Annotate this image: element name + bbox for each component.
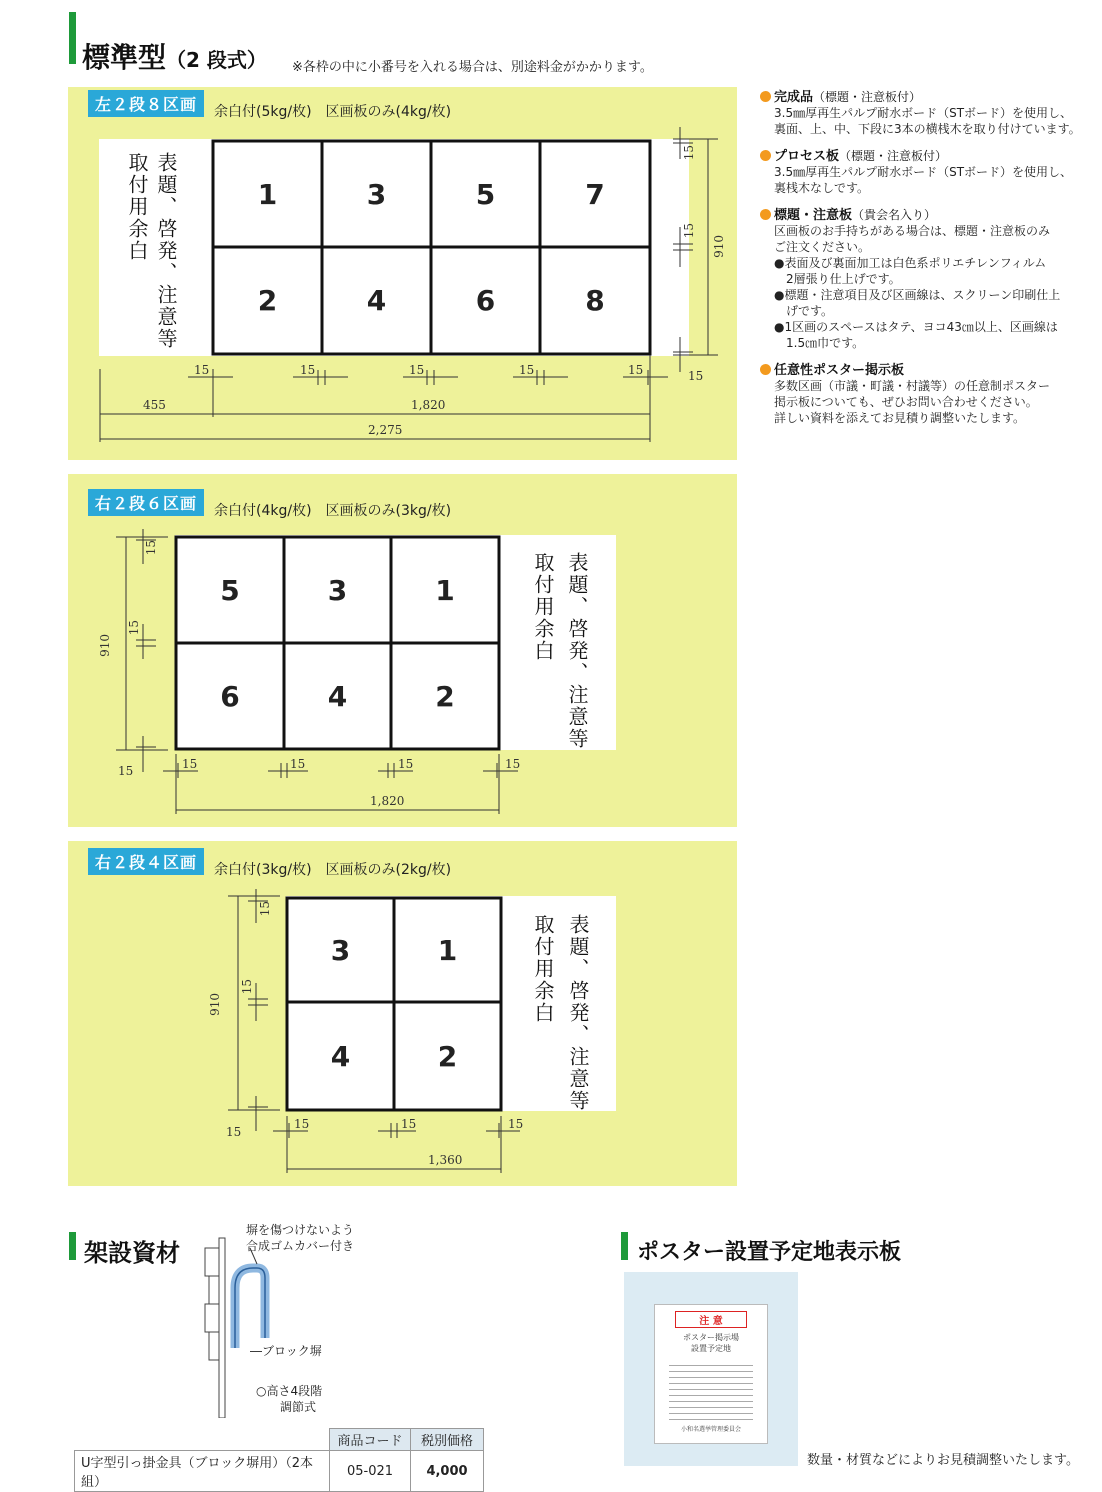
cell-number: 2 xyxy=(437,1039,458,1073)
dim-label: 15 xyxy=(194,363,210,377)
poster-sign-title: ポスター設置予定地表示板 xyxy=(637,1240,902,1265)
note-line: 区画板のお手持ちがある場合は、標題・注意板のみ xyxy=(774,224,1051,238)
dim-label: 15 xyxy=(409,363,425,377)
header-code: 商品コード xyxy=(330,1429,411,1451)
cell-number: 2 xyxy=(257,284,278,317)
margin-text-title: 表題、啓発、注意等 xyxy=(566,914,590,1112)
dim-label: 15 xyxy=(628,363,644,377)
dim-label: 15 xyxy=(258,901,272,917)
notes-column xyxy=(760,86,1090,426)
note-line: 2層張り仕上げです。 xyxy=(774,272,901,286)
margin-text-title: 表題、啓発、注意等 xyxy=(154,152,178,350)
note-block: 任意性ポスター掲示板 多数区画（市議・町議・村議等）の任意制ポスター 掲示板についても、ぜひお問い合わせください。 詳しい資料を添えてお見積り調整いたします。 xyxy=(760,359,1090,426)
header-note: ※各枠の中に小番号を入れる場合は、別途料金がかかります。 xyxy=(292,60,653,75)
cell-number: 4 xyxy=(327,679,348,713)
note-line: 裏桟木なしです。 xyxy=(774,181,870,195)
dim-label: 15 xyxy=(398,757,414,771)
sign-photo xyxy=(624,1272,798,1466)
cell-number: 3 xyxy=(327,573,348,607)
cell-grid xyxy=(176,537,499,749)
dim-label-910: 910 xyxy=(208,993,222,1016)
sign-text-lines xyxy=(669,1360,753,1420)
cell-number: 1 xyxy=(257,177,278,211)
cell-number: 5 xyxy=(475,177,496,211)
panel-right-2-4 xyxy=(68,841,737,1186)
note-block: 標題・注意板（貴会名入り） 区画板のお手持ちがある場合は、標題・注意板のみ ご注文ください。 ●表面及び裏面加工は白色系ポリエチレンフィルム 2層張り仕上げです。 ●標題・注意項目及び区画線は、スクリーン印刷仕上 げです。 ●1区画のスペースはタテ、ヨコ43㎝以上、区画線は 1.5㎝巾です。 xyxy=(760,204,1090,351)
item-name: U字型引っ掛金具（ブロック塀用）（2本組） xyxy=(75,1451,330,1492)
poster-caption: 数量・材質などによりお見積調整いたします。 xyxy=(807,1453,1079,1468)
cell-number: 8 xyxy=(585,284,605,317)
note-line: ●表面及び裏面加工は白色系ポリエチレンフィルム xyxy=(774,256,1047,270)
dim-label-2275: 2,275 xyxy=(368,423,403,437)
dim-label: 15 xyxy=(144,540,158,556)
cell-number: 1 xyxy=(437,933,458,967)
cell-grid xyxy=(287,898,501,1110)
note-block: プロセス板（標題・注意板付） 3.5㎜厚再生パルプ耐水ボード（STボード）を使用し、 裏桟木なしです。 xyxy=(760,145,1090,196)
margin-text-mount: 取付用余白 xyxy=(531,552,555,662)
note-line: 3.5㎜厚再生パルプ耐水ボード（STボード）を使用し、 xyxy=(774,165,1073,179)
item-price: 4,000 xyxy=(411,1451,484,1492)
cell-number: 5 xyxy=(220,573,240,607)
item-code: 05-021 xyxy=(330,1451,411,1492)
panel-left-2-8 xyxy=(68,87,737,460)
note-line: 3.5㎜厚再生パルプ耐水ボード（STボード）を使用し、 xyxy=(774,106,1073,120)
cell-number: 6 xyxy=(475,284,496,317)
bullet-icon xyxy=(760,209,771,220)
sign-header: 注 意 xyxy=(675,1311,747,1328)
cell-number: 1 xyxy=(435,573,455,607)
callout-cover: 塀を傷つけないよう 合成ゴムカバー付き xyxy=(246,1223,355,1253)
dim-label-455: 455 xyxy=(143,398,166,412)
rubber-cover xyxy=(235,1268,265,1348)
note-line: ●1区画のスペースはタテ、ヨコ43㎝以上、区画線は xyxy=(774,320,1058,334)
dim-label: 15 xyxy=(505,757,521,771)
cell-number: 4 xyxy=(366,284,387,317)
section-accent-bar xyxy=(621,1232,628,1260)
dim-label: 15 xyxy=(688,369,704,383)
note-line: げです。 xyxy=(774,304,834,318)
cell-number: 7 xyxy=(585,177,605,211)
note-line: 裏面、上、中、下段に3本の横桟木を取り付けています。 xyxy=(774,122,1081,136)
dim-label-1360: 1,360 xyxy=(428,1153,463,1167)
panel-right-2-6 xyxy=(68,474,737,827)
dim-label: 15 xyxy=(182,757,198,771)
dim-label: 15 xyxy=(118,764,134,778)
materials-title: 架設資材 xyxy=(84,1239,180,1267)
cell-grid xyxy=(213,141,650,354)
dim-label: 15 xyxy=(294,1117,310,1131)
panel-tag: 右２段６区画 xyxy=(88,489,204,516)
cell-number: 4 xyxy=(330,1039,351,1073)
dim-label: 15 xyxy=(290,757,306,771)
note-block: 完成品（標題・注意板付） 3.5㎜厚再生パルプ耐水ボード（STボード）を使用し、 裏面、上、中、下段に3本の横桟木を取り付けています。 xyxy=(760,86,1090,137)
dim-label: 15 xyxy=(300,363,316,377)
dim-label: 15 xyxy=(401,1117,417,1131)
cell-number: 2 xyxy=(435,679,455,713)
dim-label: 15 xyxy=(240,979,254,995)
dim-label-910: 910 xyxy=(712,235,726,258)
note-line: ●標題・注意項目及び区画線は、スクリーン印刷仕上 xyxy=(774,288,1061,302)
sign-title2: 設置予定地 xyxy=(691,1344,731,1353)
dim-label-1820: 1,820 xyxy=(370,794,405,808)
bullet-icon xyxy=(760,150,771,161)
panel-tag: 右２段４区画 xyxy=(88,848,204,875)
margin-text-mount: 取付用余白 xyxy=(125,152,149,262)
cell-number: 3 xyxy=(366,177,387,211)
callout-block: ―ブロック塀 xyxy=(250,1344,322,1358)
dim-label: 15 xyxy=(682,145,696,161)
panel-weights: 余白付(4kg/枚) 区画板のみ(3kg/枚) xyxy=(214,503,452,519)
dim-label: 15 xyxy=(519,363,535,377)
dim-label: 15 xyxy=(226,1125,242,1139)
callout-height: ○高さ4段階 調節式 xyxy=(256,1384,323,1414)
dim-label: 15 xyxy=(682,223,696,239)
page-title: 標準型（2 段式） xyxy=(82,41,267,74)
cell-number: 3 xyxy=(330,933,351,967)
dim-label: 15 xyxy=(127,620,141,636)
header-price: 税別価格 xyxy=(411,1429,484,1451)
sign-board xyxy=(654,1304,768,1444)
dim-label-1820: 1,820 xyxy=(411,398,446,412)
margin-text-title: 表題、啓発、注意等 xyxy=(565,552,589,750)
panel-tag: 左２段８区画 xyxy=(88,90,204,117)
price-table xyxy=(74,1428,484,1492)
note-line: 1.5㎝巾です。 xyxy=(774,336,865,350)
panel-weights: 余白付(5kg/枚) 区画板のみ(4kg/枚) xyxy=(214,104,452,120)
margin-text-mount: 取付用余白 xyxy=(531,914,555,1024)
note-line: 詳しい資料を添えてお見積り調整いたします。 xyxy=(774,411,1026,425)
dim-label-910: 910 xyxy=(98,634,112,657)
bullet-icon xyxy=(760,91,771,102)
panel-weights: 余白付(3kg/枚) 区画板のみ(2kg/枚) xyxy=(214,862,452,878)
sign-footer: 小和名選挙管理委員会 xyxy=(680,1426,741,1433)
bullet-icon xyxy=(760,364,771,375)
sign-title1: ポスター掲示場 xyxy=(683,1333,739,1342)
dim-label: 15 xyxy=(508,1117,524,1131)
section-accent-bar xyxy=(69,1232,76,1260)
note-line: ご注文ください。 xyxy=(774,240,871,254)
title-accent-bar xyxy=(69,12,76,64)
note-line: 多数区画（市議・町議・村議等）の任意制ポスター xyxy=(774,379,1051,393)
table-row xyxy=(75,1451,484,1492)
cell-number: 6 xyxy=(220,679,240,713)
note-line: 掲示板についても、ぜひお問い合わせください。 xyxy=(774,395,1038,409)
